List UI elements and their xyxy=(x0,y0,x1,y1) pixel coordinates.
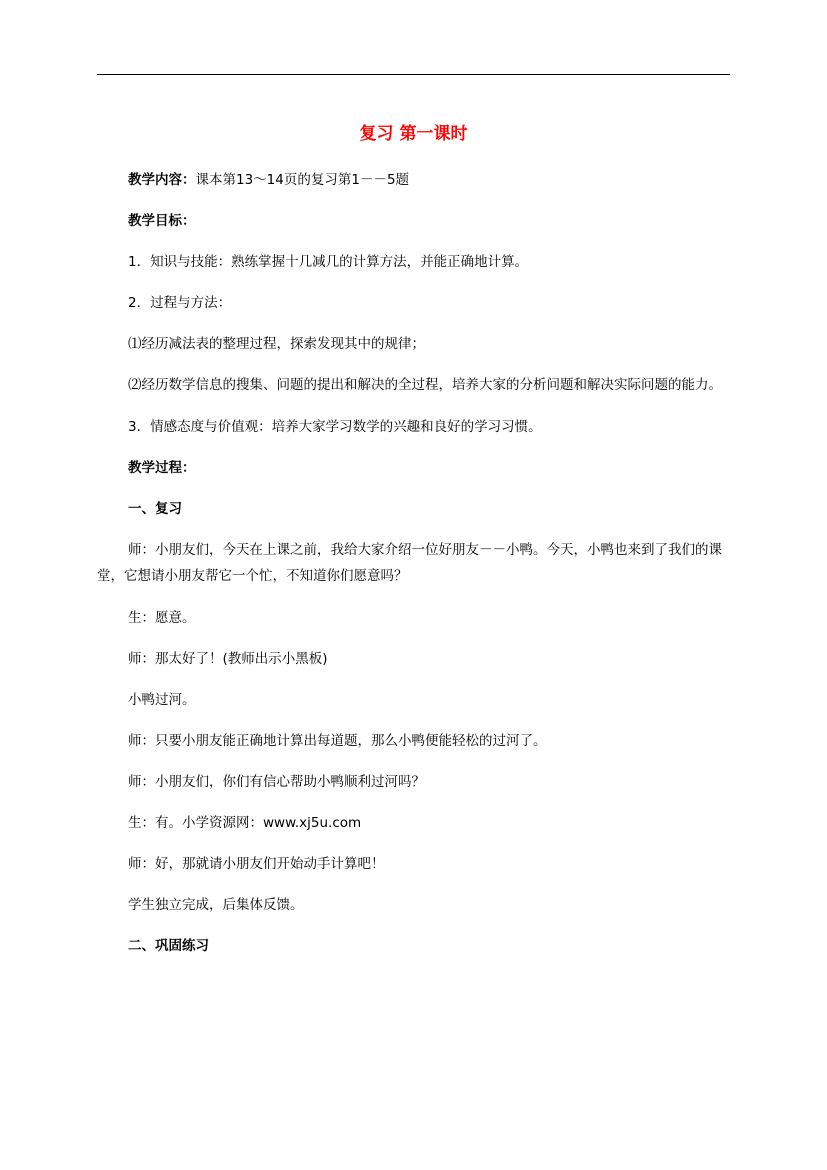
paragraph-label: 教学过程： xyxy=(128,460,196,476)
paragraph xyxy=(97,892,733,918)
paragraph xyxy=(97,728,733,754)
paragraph xyxy=(97,414,733,440)
paragraph xyxy=(97,372,733,398)
paragraph xyxy=(97,933,733,959)
paragraph-text: 师：只要小朋友能正确地计算出每道题，那么小鸭便能轻松的过河了。 xyxy=(128,733,547,749)
paragraph xyxy=(97,646,733,672)
paragraph xyxy=(97,537,733,589)
paragraph-text: 1．知识与技能：熟练掌握十几减几的计算方法，并能正确地计算。 xyxy=(128,254,529,270)
paragraph xyxy=(97,290,733,316)
document-title: 复习 第一课时 xyxy=(359,124,468,144)
paragraph-text: ⑵经历数学信息的搜集、问题的提出和解决的全过程，培养大家的分析问题和解决实际问题的能力。 xyxy=(128,377,722,393)
paragraph-label: 教学目标： xyxy=(128,213,196,229)
paragraph xyxy=(97,455,733,481)
paragraph-label: 二、巩固练习 xyxy=(128,938,209,954)
paragraph-text: ⑴经历减法表的整理过程，探索发现其中的规律； xyxy=(128,336,425,352)
paragraph-text: 学生独立完成，后集体反馈。 xyxy=(128,897,304,913)
paragraph xyxy=(97,605,733,631)
paragraph xyxy=(97,769,733,795)
paragraph-label: 教学内容： xyxy=(128,172,196,188)
paragraph-text: 2．过程与方法： xyxy=(128,295,232,311)
document-body xyxy=(97,167,733,974)
paragraph xyxy=(97,331,733,357)
paragraph xyxy=(97,249,733,275)
paragraph-text: 课本第13～14页的复习第1－－5题 xyxy=(195,172,410,188)
paragraph xyxy=(97,167,733,193)
paragraph-text: 师：小朋友们，今天在上课之前，我给大家介绍一位好朋友－－小鸭。今天，小鸭也来到了我们的课堂，它想请小朋友帮它一个忙，不知道你们愿意吗？ xyxy=(97,542,722,584)
header-rule xyxy=(97,74,730,75)
paragraph-text: 生：愿意。 xyxy=(128,610,196,626)
paragraph xyxy=(97,810,733,836)
paragraph-text: 师：小朋友们，你们有信心帮助小鸭顺利过河吗？ xyxy=(128,774,425,790)
paragraph-text: 师：好，那就请小朋友们开始动手计算吧！ xyxy=(128,856,385,872)
paragraph xyxy=(97,851,733,877)
paragraph-text: 3．情感态度与价值观：培养大家学习数学的兴趣和良好的学习习惯。 xyxy=(128,419,542,435)
paragraph-text: 师：那太好了！(教师出示小黑板) xyxy=(128,651,328,667)
paragraph-label: 一、复习 xyxy=(128,501,182,517)
paragraph xyxy=(97,208,733,234)
paragraph-text: 小鸭过河。 xyxy=(128,692,196,708)
paragraph-text: 生：有。小学资源网：www.xj5u.com xyxy=(128,815,362,831)
paragraph xyxy=(97,687,733,713)
paragraph xyxy=(97,496,733,522)
